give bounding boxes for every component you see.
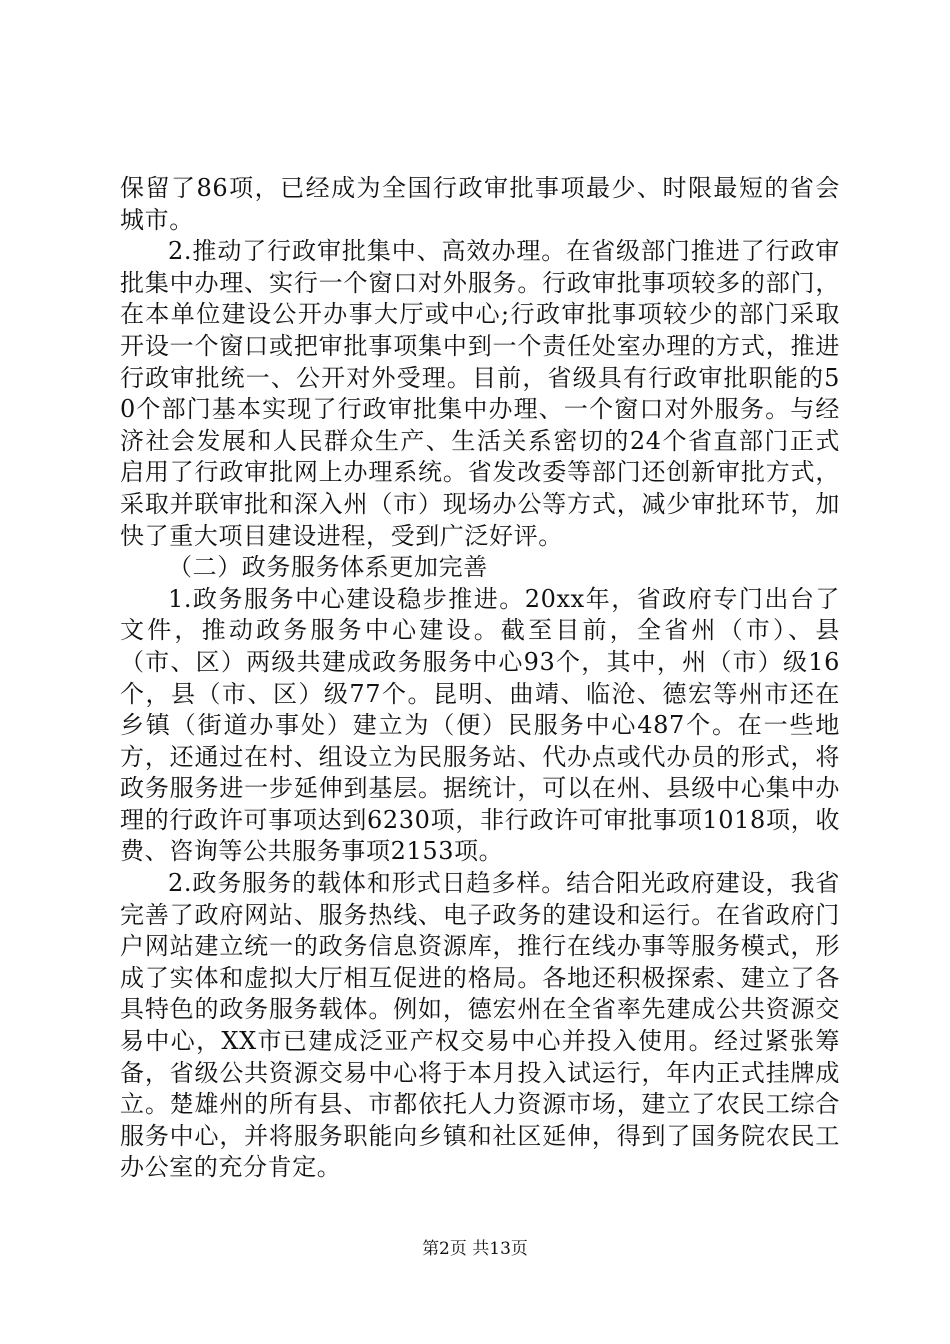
paragraph-service-forms: 2.政务服务的载体和形式日趋多样。结合阳光政府建设，我省完善了政府网站、服务热线、电子政务的建设和运行。在省政府门户网站建立统一的政务信息资源库，推行在线办事等服务模式，形成了实体和虚拟大厅相互促进的格局。各地还积极探索、建立了各具特色的政务服务载体。例如，德宏州在全省率先建成公共资源交易中心，XX市已建成泛亚产权交易中心并投入使用。经过紧张筹备，省级公共资源交易中心将于本月投入试运行，年内正式挂牌成立。楚雄州的所有县、市都依托人力资源市场，建立了农民工综合服务中心，并将服务职能向乡镇和社区延伸，得到了国务院农民工办公室的充分肯定。 (120, 869, 840, 1182)
paragraph-service-center: 1.政务服务中心建设稳步推进。20xx年，省政府专门出台了文件，推动政务服务中心建设。截至目前，全省州（市）、县（市、区）两级共建成政务服务中心93个，其中，州（市）级16个，县（市、区）级77个。昆明、曲靖、临沧、德宏等州市还在乡镇（街道办事处）建立为（便）民服务中心487个。在一些地方，还通过在村、组设立为民服务站、代办点或代办员的形式，将政务服务进一步延伸到基层。据统计，可以在州、县级中心集中办理的行政许可事项达到6230项，非行政许可审批事项1018项，收费、咨询等公共服务事项2153项。 (120, 584, 840, 866)
section-heading: （二）政务服务体系更加完善 (168, 553, 488, 582)
paragraph-administrative-approval: 2.推动了行政审批集中、高效办理。在省级部门推进了行政审批集中办理、实行一个窗口对外服务。行政审批事项较多的部门，在本单位建设公开办事大厅或中心;行政审批事项较少的部门采取开设一个窗口或把审批事项集中到一个责任处室办理的方式，推进行政审批统一、公开对外受理。目前，省级具有行政审批职能的50个部门基本实现了行政审批集中办理、一个窗口对外服务。与经济社会发展和人民群众生产、生活关系密切的24个省直部门正式启用了行政审批网上办理系统。省发改委等部门还创新审批方式，采取并联审批和深入州（市）现场办公等方式，减少审批环节，加快了重大项目建设进程，受到广泛好评。 (120, 237, 840, 550)
document-body (120, 173, 840, 1184)
paragraph-continuation: 保留了86项，已经成为全国行政审批事项最少、时限最短的省会城市。 (120, 174, 840, 234)
page-number-footer: 第2页 共13页 (422, 1239, 528, 1259)
